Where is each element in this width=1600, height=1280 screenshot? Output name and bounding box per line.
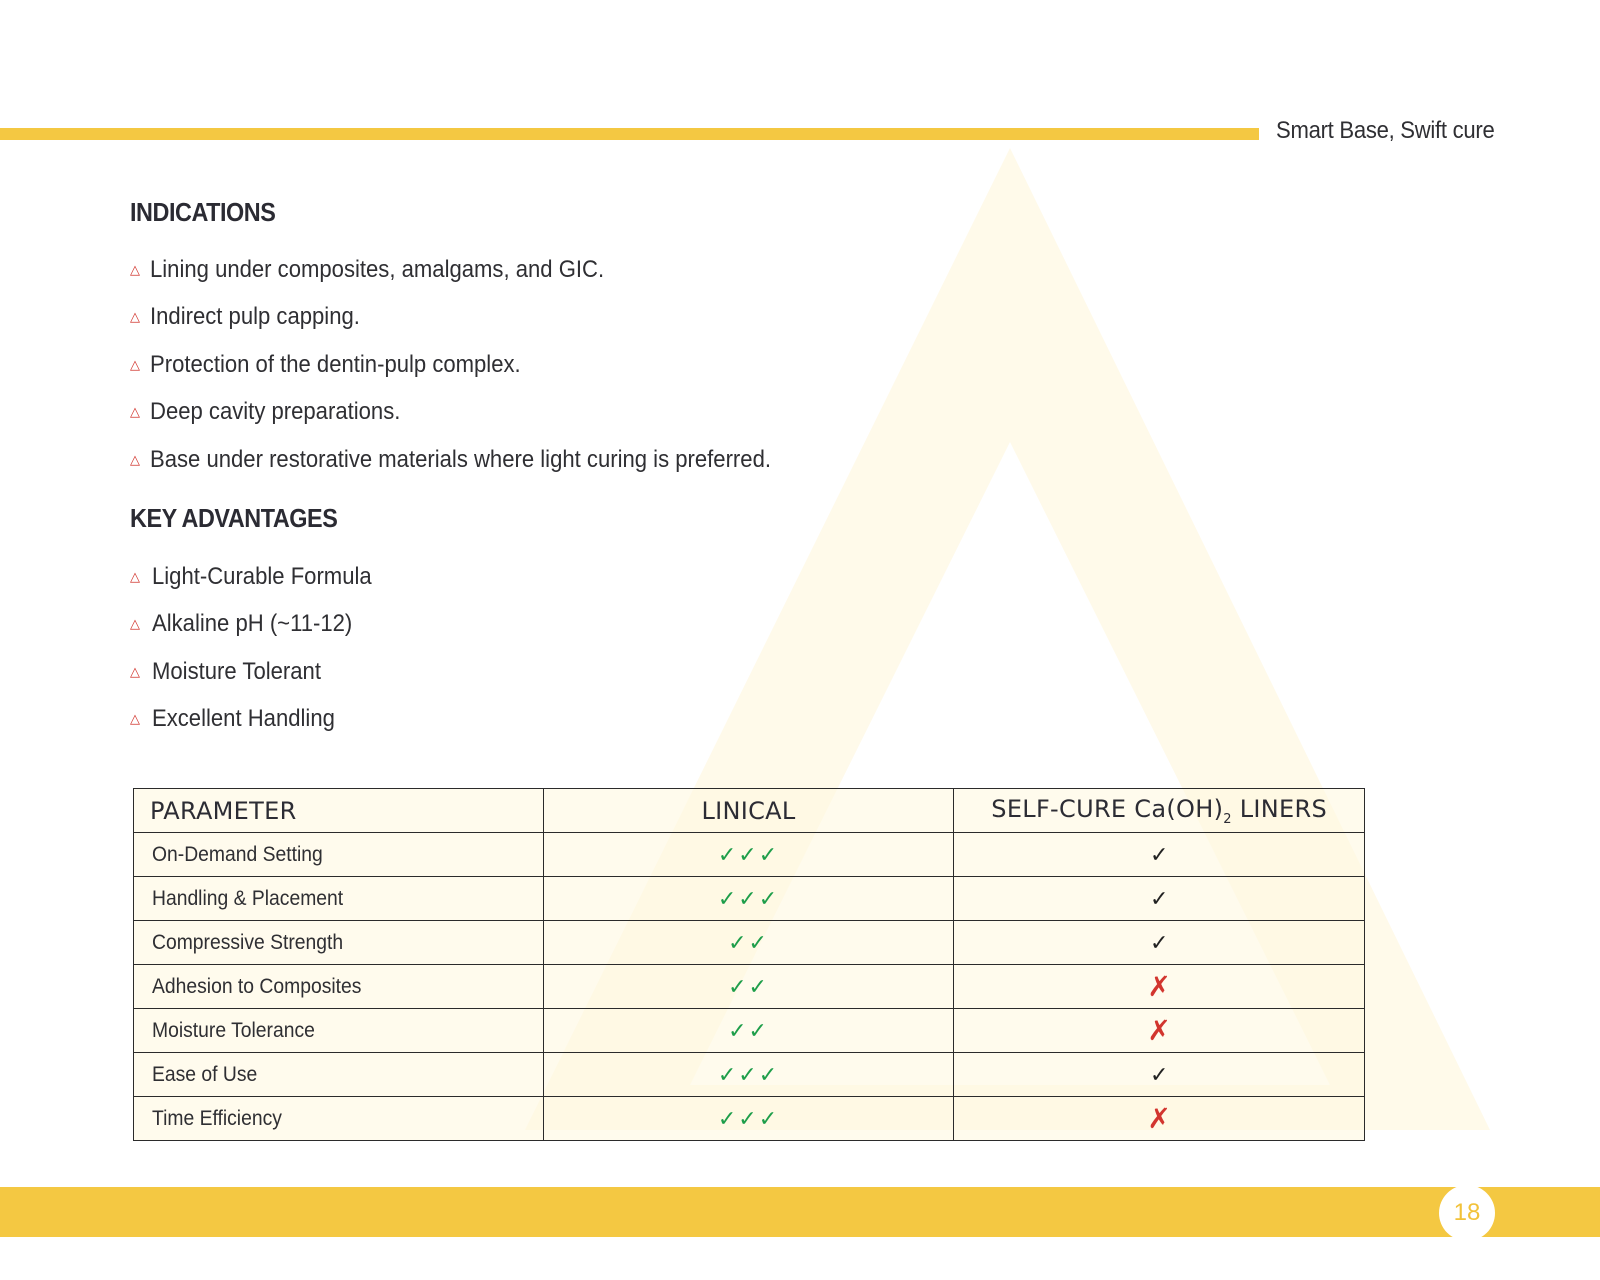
triangle-bullet-icon: △ <box>130 356 140 372</box>
checkmark-icon: ✓✓ <box>728 973 769 999</box>
triangle-bullet-icon: △ <box>130 568 140 584</box>
linical-rating-cell <box>543 1053 954 1097</box>
key-advantages-section <box>130 503 391 743</box>
parameter-cell: Compressive Strength <box>134 921 544 965</box>
triangle-bullet-icon: △ <box>130 711 140 727</box>
list-item: △ Lining under composites, amalgams, and GIC. <box>130 255 605 283</box>
parameter-cell: Moisture Tolerance <box>134 1009 544 1053</box>
key-advantages-title: KEY ADVANTAGES <box>130 503 338 533</box>
selfcure-rating-cell <box>954 921 1365 965</box>
indications-title: INDICATIONS <box>130 197 276 227</box>
linical-rating-cell <box>543 921 954 965</box>
table-row <box>134 921 1365 965</box>
list-item: △ Alkaline pH (~11-12) <box>130 610 353 638</box>
cross-icon: ✗ <box>1147 1103 1171 1134</box>
list-item: △ Excellent Handling <box>130 705 335 733</box>
header-tagline: Smart Base, Swift cure <box>1276 117 1495 144</box>
comparison-table <box>133 788 1365 1141</box>
triangle-bullet-icon: △ <box>130 261 140 277</box>
cross-icon: ✗ <box>1147 971 1171 1002</box>
key-advantages-list <box>130 553 391 743</box>
checkmark-icon: ✓ <box>1149 1061 1169 1087</box>
linical-rating-cell <box>543 877 954 921</box>
list-item: △ Protection of the dentin-pulp complex. <box>130 350 521 378</box>
linical-rating-cell <box>543 965 954 1009</box>
checkmark-icon: ✓✓✓ <box>717 841 780 867</box>
parameter-cell: On-Demand Setting <box>134 833 544 877</box>
selfcure-rating-cell <box>954 965 1365 1009</box>
table-row <box>134 1097 1365 1141</box>
parameter-cell: Handling & Placement <box>134 877 544 921</box>
indications-list <box>130 246 825 484</box>
checkmark-icon: ✓✓✓ <box>717 1105 780 1131</box>
footer-accent-bar <box>0 1187 1600 1237</box>
header-self-cure-liners: SELF-CURE $Ca(OH)_2$ LINERS <box>954 789 1365 833</box>
table-row <box>134 1053 1365 1097</box>
checkmark-icon: ✓✓✓ <box>717 1061 780 1087</box>
list-item: △ Light-Curable Formula <box>130 562 372 590</box>
table-row <box>134 965 1365 1009</box>
linical-rating-cell <box>543 1097 954 1141</box>
indications-section <box>130 197 825 484</box>
list-item: △ Base under restorative materials where light curing is preferred. <box>130 445 771 473</box>
parameter-cell: Adhesion to Composites <box>134 965 544 1009</box>
triangle-bullet-icon: △ <box>130 309 140 325</box>
linical-rating-cell <box>543 833 954 877</box>
table-row <box>134 1009 1365 1053</box>
selfcure-rating-cell <box>954 1053 1365 1097</box>
checkmark-icon: ✓ <box>1149 885 1169 911</box>
triangle-bullet-icon: △ <box>130 616 140 632</box>
parameter-cell: Time Efficiency <box>134 1097 544 1141</box>
table-row <box>134 833 1365 877</box>
triangle-bullet-icon: △ <box>130 663 140 679</box>
table-row <box>134 877 1365 921</box>
checkmark-icon: ✓✓ <box>728 929 769 955</box>
parameter-cell: Ease of Use <box>134 1053 544 1097</box>
triangle-bullet-icon: △ <box>130 404 140 420</box>
list-item: △ Indirect pulp capping. <box>130 303 360 331</box>
checkmark-icon: ✓ <box>1149 841 1169 867</box>
table-header-row <box>134 789 1365 833</box>
linical-rating-cell <box>543 1009 954 1053</box>
header-accent-bar <box>0 128 1259 140</box>
checkmark-icon: ✓ <box>1149 929 1169 955</box>
list-item: △ Deep cavity preparations. <box>130 398 401 426</box>
header-parameter: PARAMETER <box>134 789 544 833</box>
selfcure-rating-cell <box>954 1009 1365 1053</box>
page-number-badge: 18 <box>1439 1185 1495 1241</box>
cross-icon: ✗ <box>1147 1015 1171 1046</box>
header-linical: LINICAL <box>543 789 954 833</box>
selfcure-rating-cell <box>954 1097 1365 1141</box>
triangle-bullet-icon: △ <box>130 451 140 467</box>
list-item: △ Moisture Tolerant <box>130 657 321 685</box>
selfcure-rating-cell <box>954 833 1365 877</box>
checkmark-icon: ✓✓ <box>728 1017 769 1043</box>
checkmark-icon: ✓✓✓ <box>717 885 780 911</box>
selfcure-rating-cell <box>954 877 1365 921</box>
